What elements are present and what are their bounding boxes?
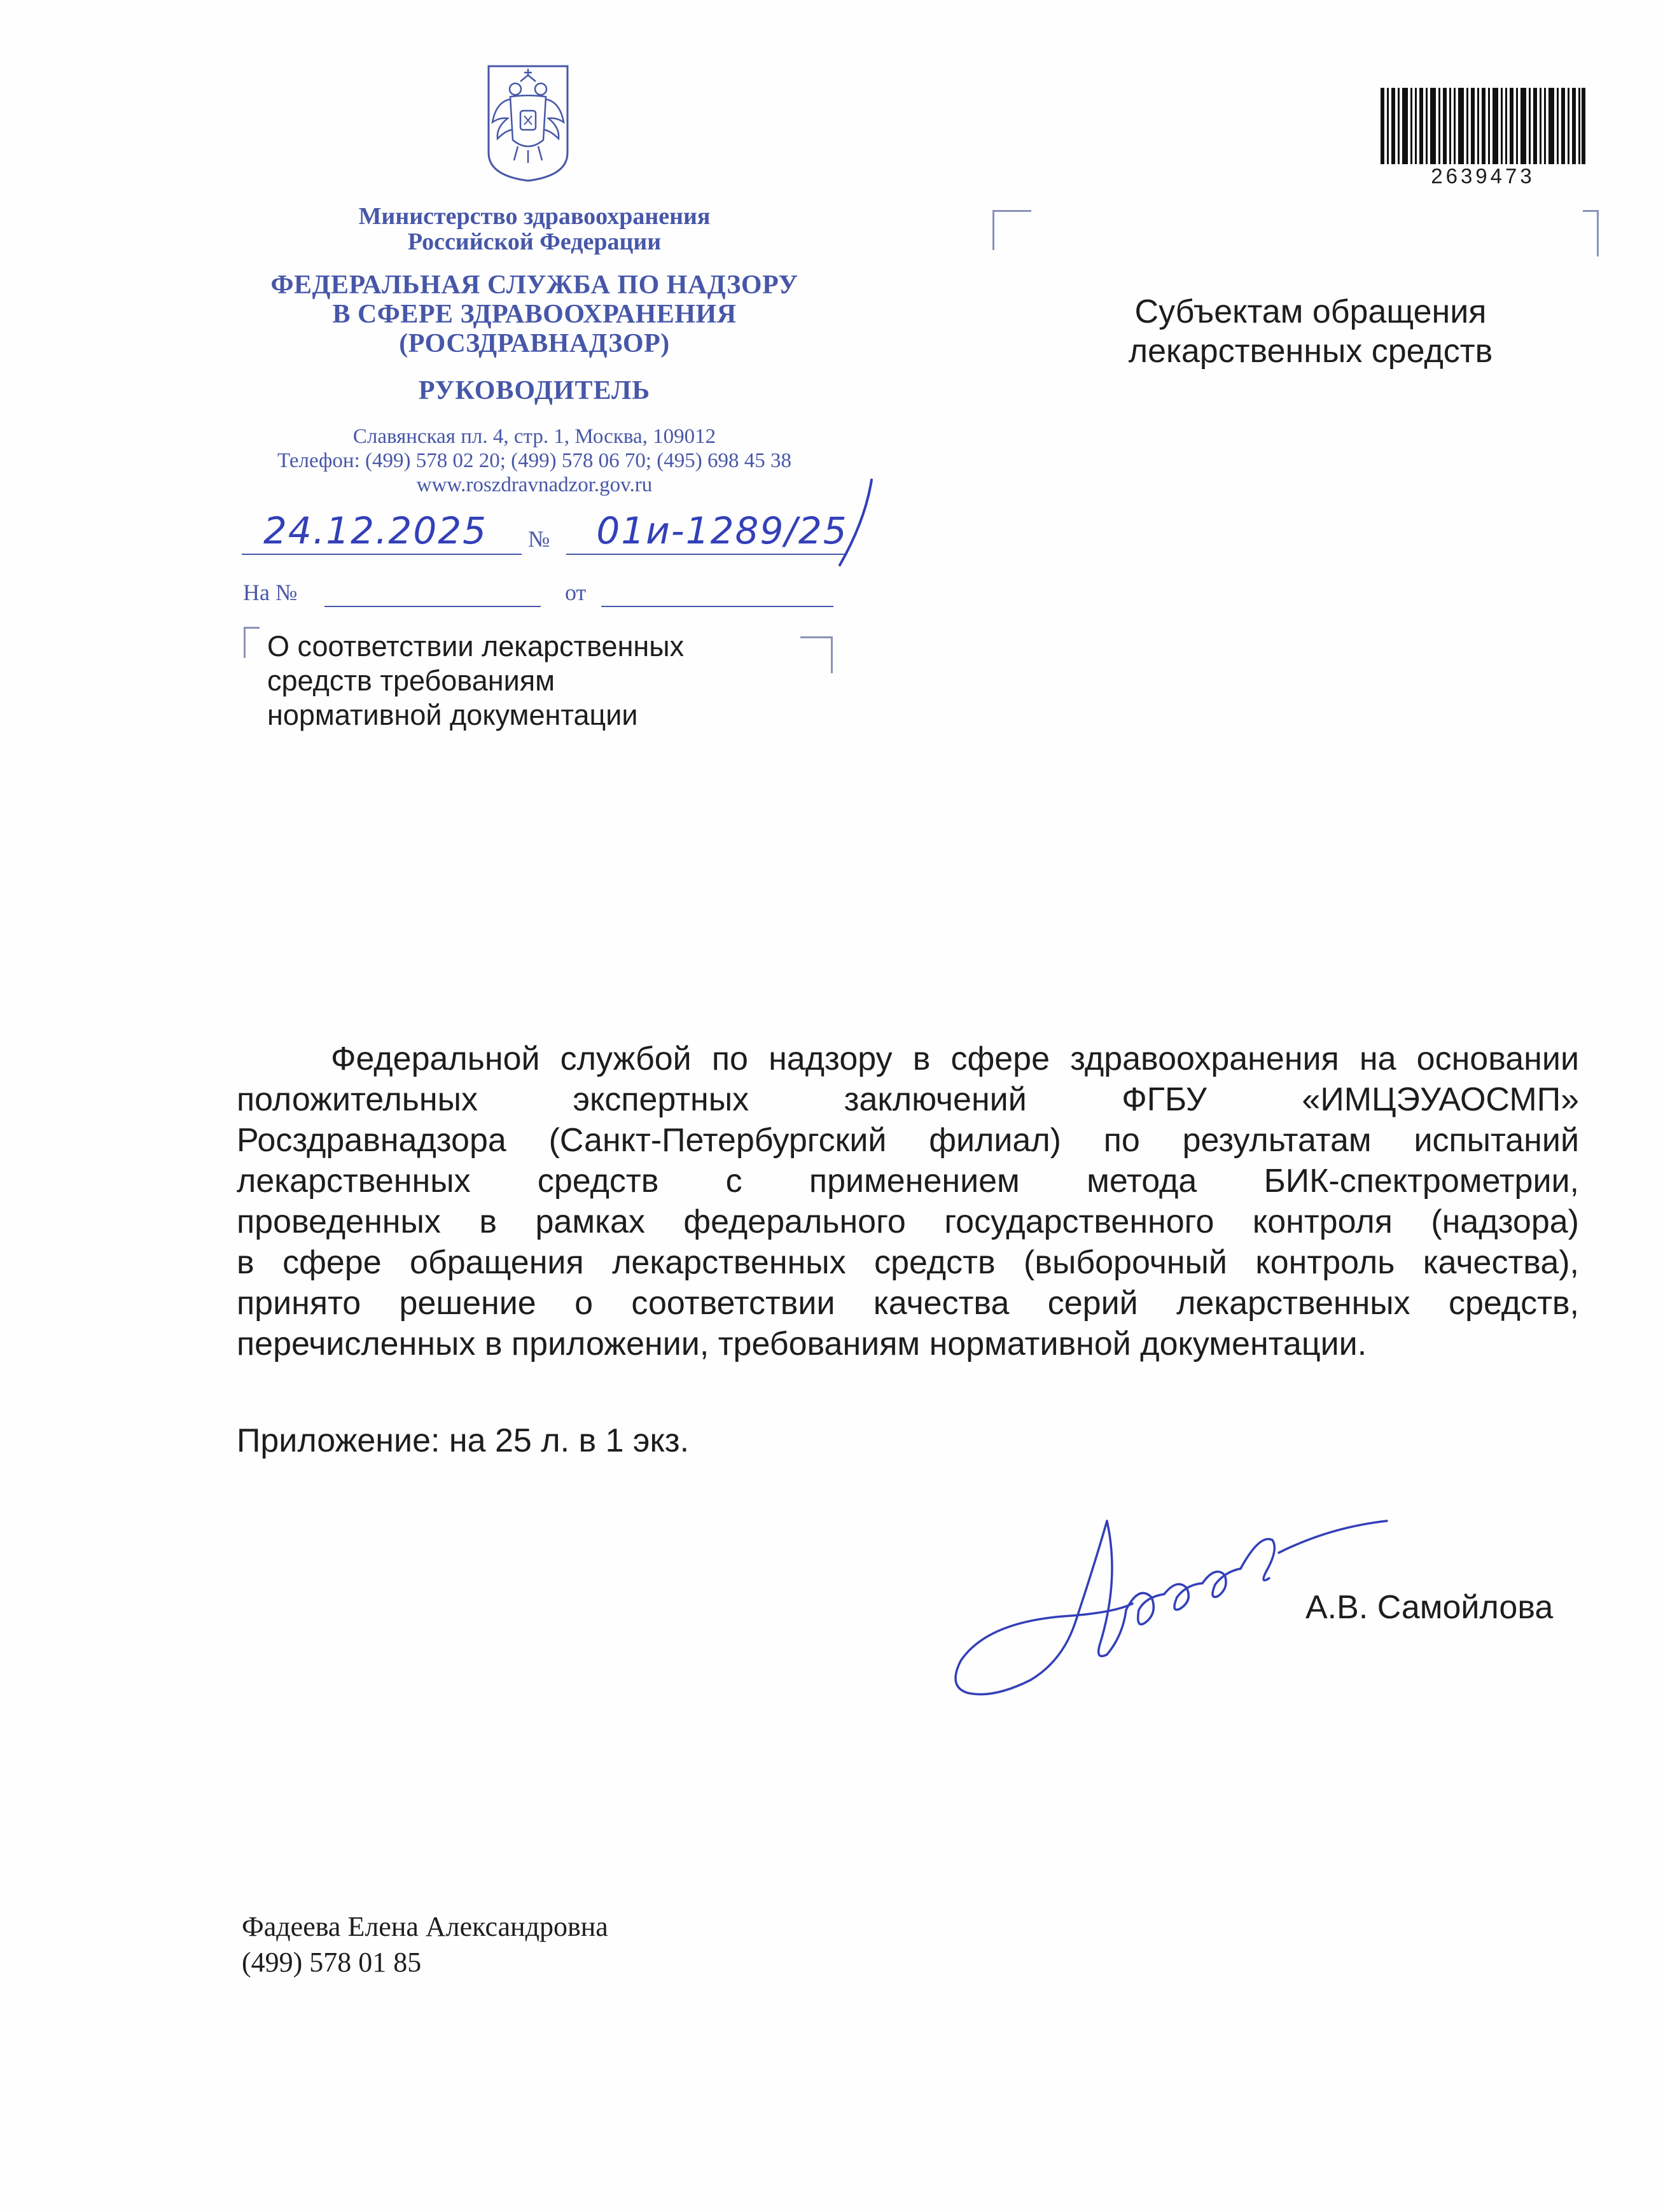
addressee-line-1: Субъектам обращения <box>1134 293 1487 330</box>
reference-date-blank <box>601 606 833 607</box>
registration-number: 01и-1289/25 <box>596 509 848 552</box>
russian-coat-of-arms-icon <box>485 64 571 182</box>
signatory-name: А.В. Самойлова <box>1305 1589 1554 1626</box>
barcode-number: 2639473 <box>1431 164 1535 188</box>
addressee-line-2: лекарственных средств <box>1128 333 1493 370</box>
service-name-line-3: (РОСЗДРАВНАДЗОР) <box>399 329 670 358</box>
letterhead-phones: Телефон: (499) 578 02 20; (499) 578 06 70; (495) 698 45 38 <box>277 449 792 472</box>
service-name-line-1: ФЕДЕРАЛЬНАЯ СЛУЖБА ПО НАДЗОРУ <box>270 270 798 300</box>
body-line-5: проведенных в рамках федерального государственного контроля (надзора) <box>237 1203 1579 1240</box>
letterhead-website: www.roszdravnadzor.gov.ru <box>416 473 653 496</box>
subject-line-1: О соответствии лекарственных <box>267 630 685 662</box>
position-title: РУКОВОДИТЕЛЬ <box>418 376 651 405</box>
subject-bracket-right <box>800 636 833 673</box>
handwritten-slash-mark <box>827 476 903 571</box>
body-line-7: принято решение о соответствии качества серий лекарственных средств, <box>237 1285 1579 1322</box>
executor-phone: (499) 578 01 85 <box>242 1947 422 1978</box>
registration-date: 24.12.2025 <box>263 509 488 552</box>
reference-number-blank <box>324 606 541 607</box>
registration-date-underline <box>242 554 522 555</box>
ministry-name-line-2: Российской Федерации <box>407 228 662 255</box>
letterhead-address: Славянская пл. 4, стр. 1, Москва, 109012 <box>352 425 716 448</box>
registration-number-underline <box>566 554 846 555</box>
body-line-6: в сфере обращения лекарственных средств (выборочный контроль качества), <box>237 1244 1579 1281</box>
service-name-line-2: В СФЕРЕ ЗДРАВООХРАНЕНИЯ <box>332 300 737 329</box>
barcode-icon <box>1381 88 1585 164</box>
ministry-name-line-1: Министерство здравоохранения <box>358 203 711 230</box>
subject-line-3: нормативной документации <box>267 699 638 731</box>
subject-line-2: средств требованиям <box>267 664 555 697</box>
reference-number-label: На № <box>243 580 298 605</box>
addressee-bracket-left <box>992 210 1031 250</box>
body-line-2: положительных экспертных заключений ФГБУ «ИМЦЭУАОСМП» <box>237 1081 1579 1118</box>
subject-bracket-left <box>244 627 260 658</box>
body-line-1: Федеральной службой по надзору в сфере здравоохранения на основании <box>331 1040 1579 1077</box>
reference-from-label: от <box>565 580 587 605</box>
body-line-8: перечисленных в приложении, требованиям нормативной документации. <box>237 1326 1367 1362</box>
executor-name: Фадеева Елена Александровна <box>242 1911 608 1942</box>
body-line-3: Росздравнадзора (Санкт-Петербургский филиал) по результатам испытаний <box>237 1122 1579 1159</box>
body-line-4: лекарственных средств с применением метода БИК-спектрометрии, <box>237 1163 1579 1200</box>
registration-number-label: № <box>528 526 550 552</box>
addressee-bracket-right <box>1583 210 1599 256</box>
attachment-note: Приложение: на 25 л. в 1 экз. <box>237 1422 690 1459</box>
